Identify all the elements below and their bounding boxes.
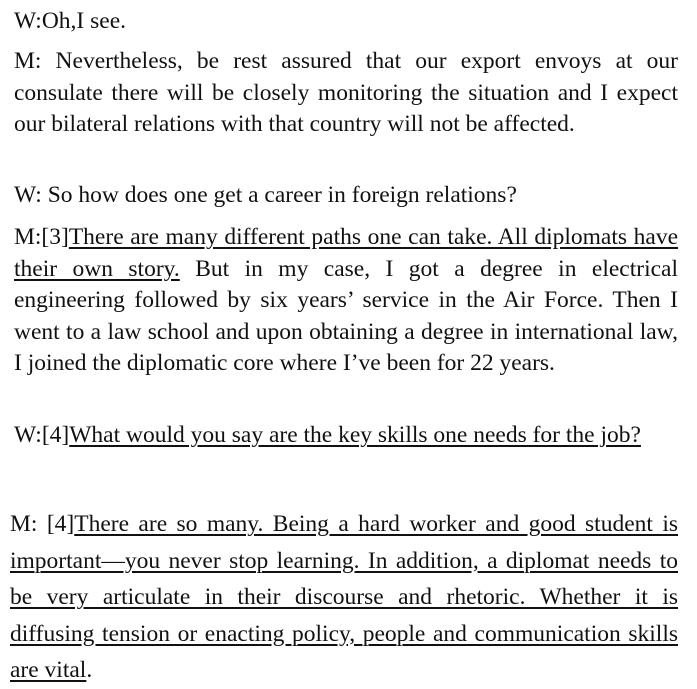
speaker-prefix: M: [4] <box>10 511 75 537</box>
dialogue-line-woman-3 <box>14 420 678 452</box>
line-text: M: Nevertheless, be rest assured that our export envoys at our consulate there will be closely monitoring the situation and I expect our bilateral relations with that country will not be affected. <box>14 48 678 137</box>
dialogue-line-man-3 <box>10 506 678 689</box>
speaker-prefix: W:[4] <box>14 422 70 448</box>
dialogue-line-man-2 <box>14 222 678 380</box>
line-text: W:Oh,I see. <box>14 8 127 34</box>
dialogue-line-woman-1 <box>14 6 678 38</box>
underlined-answer-3: There are many different paths one can take. All diplomats have their own story. <box>14 224 678 282</box>
line-text: But in my case, I got a degree in electrical engineering followed by six years’ service in the Air Force. Then I went to a law school and upon obtaining a degree in international law, I joined the diplomatic core where I’ve been for 22 years. <box>14 255 678 376</box>
underlined-answer-4: There are so many. Being a hard worker and good student is important—you never stop learning. In addition, a diplomat needs to be very articulate in their discourse and rhetoric. Whether it is diffusing tension or enacting policy, people and communication skills are vital <box>10 511 678 683</box>
underlined-question-4: What would you say are the key skills one needs for the job? <box>69 422 641 448</box>
speaker-prefix: M:[3] <box>14 224 69 250</box>
dialogue-line-man-1 <box>14 46 678 141</box>
dialogue-line-woman-2 <box>14 180 678 212</box>
line-text: W: So how does one get a career in foreign relations? <box>14 182 517 208</box>
line-text: . <box>86 657 93 683</box>
